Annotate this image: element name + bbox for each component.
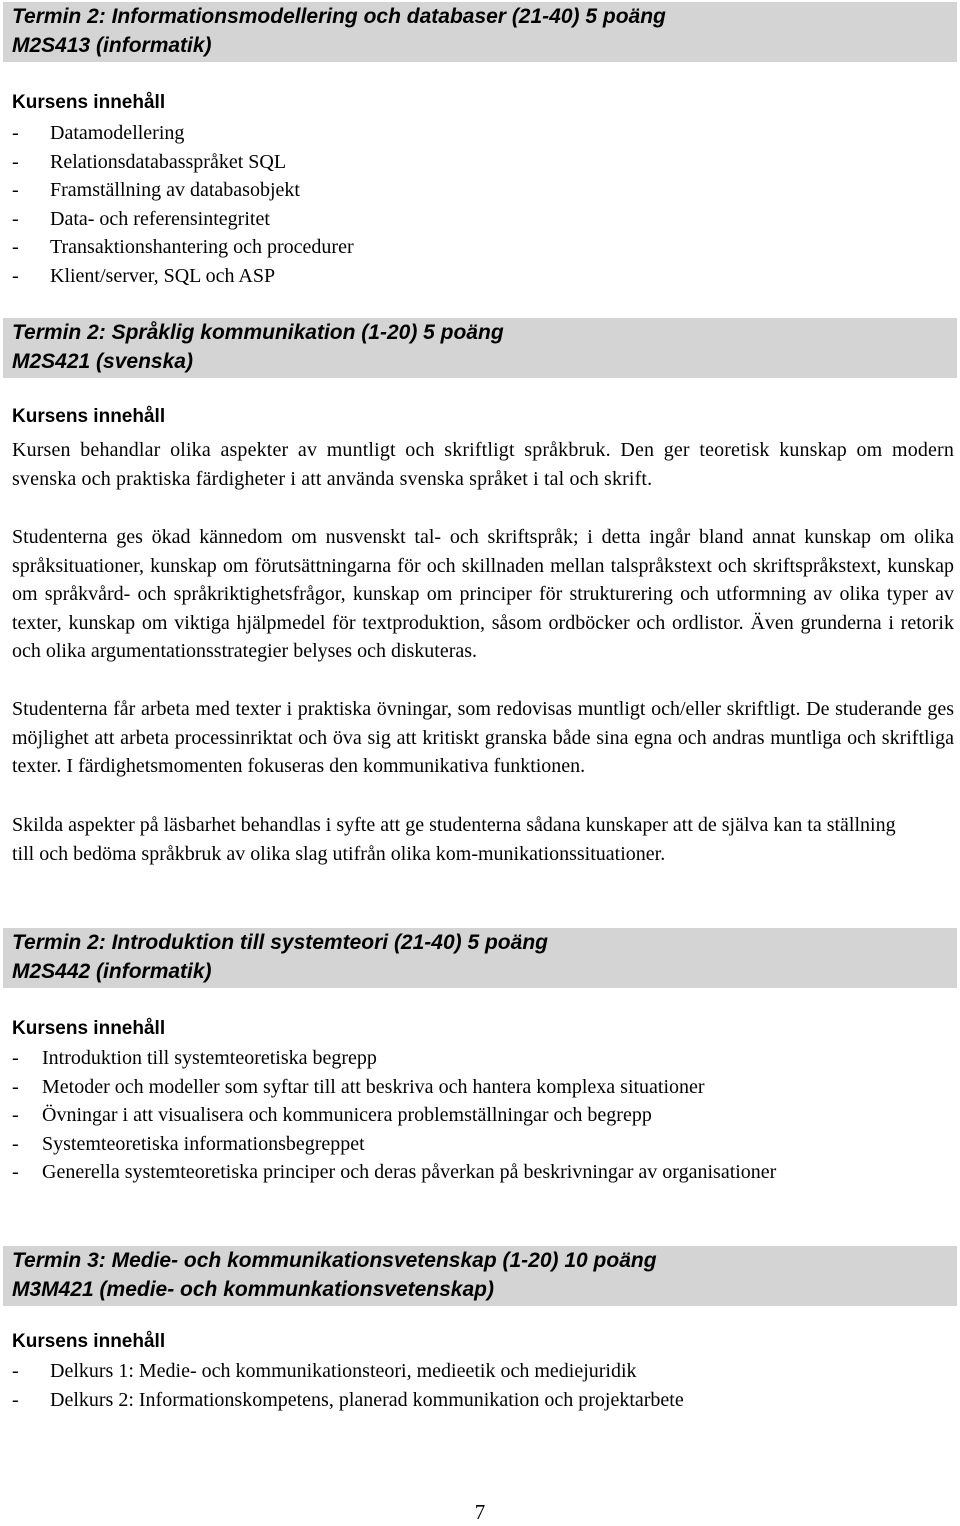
list-item-text: Delkurs 2: Informationskompetens, planerad kommunikation och projektarbete — [50, 1388, 684, 1411]
list-item — [12, 1357, 912, 1386]
section-heading-informationsmodellering — [3, 2, 957, 62]
list-item — [12, 205, 912, 234]
list-item-text: Data- och referensintegritet — [50, 207, 270, 230]
list-marker: - — [12, 179, 19, 202]
heading-line-2: M2S442 (informatik) — [12, 960, 212, 983]
list-marker: - — [12, 1047, 19, 1069]
list-item — [12, 262, 912, 291]
list-item-text: Övningar i att visualisera och kommunicera problemställningar och begrepp — [42, 1104, 652, 1127]
heading-line-2: M2S421 (svenska) — [12, 350, 193, 373]
list-item-text: Framställning av databasobjekt — [50, 179, 300, 202]
list-item — [12, 148, 912, 177]
list-item-text: Datamodellering — [50, 122, 185, 144]
paragraph-2: Studenterna ges ökad kännedom om nusvenskt tal- och skriftspråk; i detta ingår bland annat kunskap om olika språksituationer, kunskap om förutsättningarna för och skillnaden mellan talspråkstext och skriftspråkstext, kunskap om språkvård- och språkriktighetsfrågor, kunskap om principer för strukturering och utformning av olika typer av texter, kunskap om viktiga hjälpmedel för textproduktion, såsom ordböcker och ordlistor. Även grunderna i retorik och olika argumentationsstrategier belyses och diskuteras. — [12, 526, 954, 663]
list-item — [12, 1044, 912, 1073]
list-marker: - — [12, 122, 19, 144]
list-item — [12, 1130, 912, 1159]
list-item-text: Transaktionshantering och procedurer — [50, 236, 354, 259]
list-item-text: Introduktion till systemteoretiska begrepp — [42, 1047, 377, 1069]
list-marker: - — [12, 1104, 19, 1127]
list-marker: - — [12, 1388, 19, 1411]
list-item — [12, 1073, 912, 1102]
list-marker: - — [12, 1161, 19, 1184]
list-item — [12, 1386, 912, 1415]
list-item — [12, 233, 912, 262]
list-item-text: Klient/server, SQL och ASP — [50, 264, 276, 287]
list-marker: - — [12, 264, 19, 287]
subheading-course-content: Kursens innehåll — [12, 1331, 166, 1352]
paragraph-4: Skilda aspekter på läsbarhet behandlas i syfte att ge studenterna sådana kunskaper att de själva kan ta ställning till och bedöma språkbruk av olika slag utifrån olika kom-munikationssituationer. — [12, 814, 896, 865]
paragraph-3: Studenterna får arbeta med texter i praktiska övningar, som redovisas muntligt och/eller skriftligt. De studerande ges möjlighet att arbeta processinriktat och öva sig att kritiskt granska både sina egna och andras muntliga och skriftliga texter. I färdighetsmomenten fokuseras den kommunikativa funktionen. — [12, 698, 954, 778]
list-item — [12, 1101, 912, 1130]
list-item-text: Delkurs 1: Medie- och kommunikationsteori, medieetik och mediejuridik — [50, 1360, 637, 1382]
section-heading-medie-kommunikation — [3, 1246, 957, 1306]
heading-line-1: Termin 2: Introduktion till systemteori (21-40) 5 poäng — [12, 931, 548, 954]
subheading-course-content: Kursens innehåll — [12, 92, 166, 113]
section-heading-systemteori — [3, 928, 957, 988]
course-content-list — [12, 1357, 912, 1414]
list-marker: - — [12, 236, 19, 259]
list-item-text: Systemteoretiska informationsbegreppet — [42, 1132, 365, 1155]
list-marker: - — [12, 150, 19, 173]
list-marker: - — [12, 207, 19, 230]
list-marker: - — [12, 1132, 19, 1155]
list-item — [12, 1158, 832, 1187]
heading-line-1: Termin 2: Språklig kommunikation (1-20) 5 poäng — [12, 321, 504, 344]
heading-line-1: Termin 3: Medie- och kommunikationsvetenskap (1-20) 10 poäng — [12, 1249, 657, 1272]
list-item-text: Generella systemteoretiska principer och deras påverkan på beskrivningar av organisationer — [42, 1161, 777, 1184]
course-content-list — [12, 119, 912, 291]
list-item-text: Metoder och modeller som syftar till att beskriva och hantera komplexa situationer — [42, 1075, 705, 1098]
list-item — [12, 119, 912, 148]
heading-line-1: Termin 2: Informationsmodellering och databaser (21-40) 5 poäng — [12, 5, 666, 28]
page-number: 7 — [474, 1500, 486, 1524]
list-marker: - — [12, 1075, 19, 1098]
heading-line-2: M2S413 (informatik) — [12, 34, 212, 57]
list-item-text: Relationsdatabasspråket SQL — [50, 150, 287, 173]
section-heading-sprakligkommunikation — [3, 318, 957, 378]
heading-line-2: M3M421 (medie- och kommunkationsvetenskap) — [12, 1278, 494, 1301]
subheading-course-content: Kursens innehåll — [12, 1018, 166, 1039]
paragraph-1: Kursen behandlar olika aspekter av muntligt och skriftligt språkbruk. Den ger teoretisk kunskap om modern svenska och praktiska färdigheter i att använda svenska språket i tal och skrift. — [12, 439, 954, 490]
course-content-list — [12, 1044, 912, 1187]
list-item — [12, 176, 912, 205]
subheading-course-content: Kursens innehåll — [12, 406, 166, 427]
list-marker: - — [12, 1360, 19, 1382]
